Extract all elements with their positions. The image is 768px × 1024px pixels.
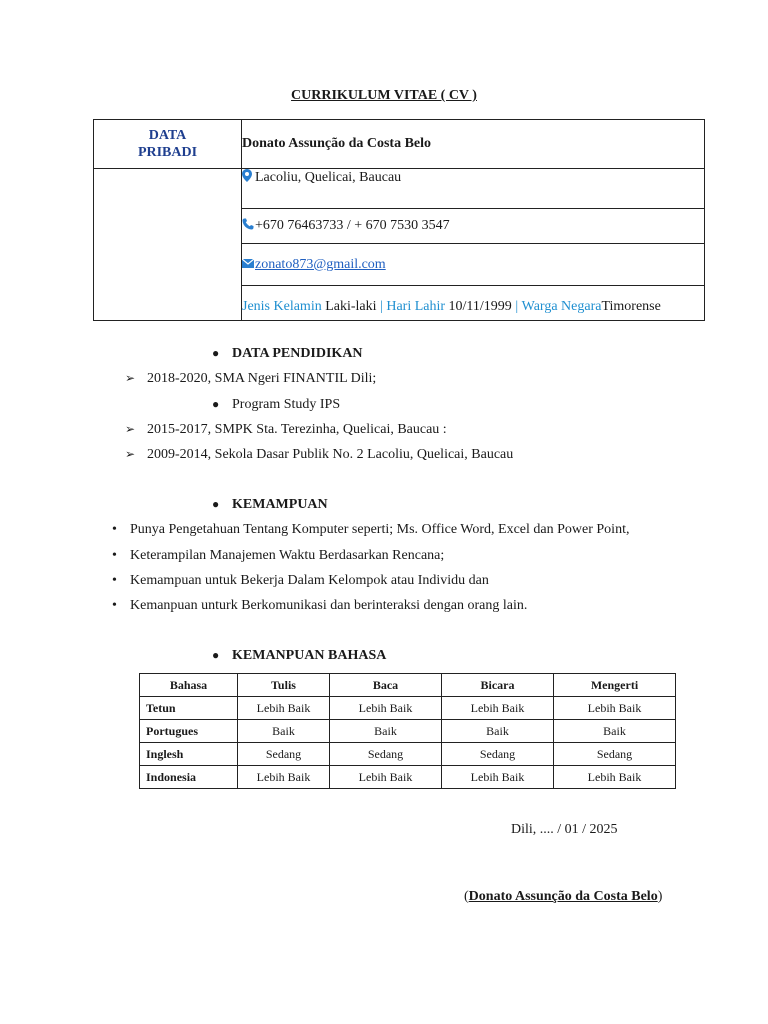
skills-heading: ● KEMAMPUAN [212, 497, 328, 512]
full-name: Donato Assunção da Costa Belo [242, 120, 705, 169]
list-item: ➢ 2015-2017, SMPK Sta. Terezinha, Quelicai, Baucau : [125, 422, 447, 437]
personal-data-label: DATA PRIBADI [137, 128, 198, 160]
table-cell: Baik [238, 720, 330, 743]
column-header: Baca [330, 674, 442, 697]
arrow-bullet-icon: ➢ [125, 371, 136, 385]
table-header-row [140, 674, 676, 697]
arrow-bullet-icon: ➢ [125, 447, 136, 461]
bullet-icon: ● [212, 346, 220, 360]
table-cell: Sedang [442, 743, 554, 766]
table-cell: Sedang [554, 743, 676, 766]
list-item: ➢ 2009-2014, Sekola Dasar Publik No. 2 Lacoliu, Quelicai, Baucau [125, 447, 514, 462]
table-cell: Sedang [238, 743, 330, 766]
empty-label-cell [94, 169, 242, 321]
table-cell: Lebih Baik [442, 697, 554, 720]
table-cell: Lebih Baik [238, 697, 330, 720]
table-cell: Baik [554, 720, 676, 743]
list-item: • Punya Pengetahuan Tentang Komputer seperti; Ms. Office Word, Excel dan Power Point, [112, 522, 630, 537]
personal-data-table [93, 119, 705, 321]
personal-data-label-cell [94, 120, 242, 169]
bullet-icon: ● [212, 497, 220, 511]
signature-date: Dili, .... / 01 / 2025 [511, 822, 618, 837]
table-row [140, 720, 676, 743]
table-cell: Lebih Baik [330, 766, 442, 789]
birth-label: Hari Lahir [386, 299, 446, 314]
column-header: Bicara [442, 674, 554, 697]
address-row [242, 169, 705, 209]
email-link[interactable]: zonato873@gmail.com [255, 256, 386, 272]
table-cell: Portugues [140, 720, 238, 743]
language-table [139, 673, 676, 789]
table-cell: Tetun [140, 697, 238, 720]
list-item: ➢ 2018-2020, SMA Ngeri FINANTIL Dili; [125, 371, 377, 386]
table-cell: Indonesia [140, 766, 238, 789]
signature-block: (Donato Assunção da Costa Belo) [464, 889, 663, 904]
bullet-icon: • [112, 573, 117, 588]
table-row [140, 743, 676, 766]
table-cell: Inglesh [140, 743, 238, 766]
identity-row [242, 286, 705, 321]
phone-icon [242, 218, 254, 234]
table-cell: Baik [330, 720, 442, 743]
table-cell: Lebih Baik [554, 697, 676, 720]
table-cell: Lebih Baik [330, 697, 442, 720]
birth-value: 10/11/1999 [445, 299, 516, 314]
email-row [242, 244, 705, 286]
list-item: • Kemampuan untuk Bekerja Dalam Kelompok atau Individu dan [112, 573, 489, 588]
bullet-icon: ● [212, 397, 220, 411]
list-item: • Kemanpuan unturk Berkomunikasi dan berinteraksi dengan orang lain. [112, 598, 528, 613]
table-cell: Lebih Baik [442, 766, 554, 789]
location-pin-icon [242, 169, 254, 186]
table-cell: Lebih Baik [554, 766, 676, 789]
table-cell: Lebih Baik [238, 766, 330, 789]
envelope-icon [242, 257, 254, 272]
separator: | [380, 299, 387, 314]
address-text: Lacoliu, Quelicai, Baucau [255, 169, 402, 185]
list-item: ● Program Study IPS [212, 397, 341, 412]
arrow-bullet-icon: ➢ [125, 422, 136, 436]
bullet-icon: • [112, 522, 117, 537]
nationality-label: Warga Negara [521, 299, 602, 314]
column-header: Bahasa [140, 674, 238, 697]
table-row [140, 766, 676, 789]
table-cell: Baik [442, 720, 554, 743]
gender-label: Jenis Kelamin [242, 299, 322, 314]
gender-value: Laki-laki [321, 299, 381, 314]
education-heading: ● DATA PENDIDIKAN [212, 346, 363, 361]
languages-heading: ● KEMANPUAN BAHASA [212, 648, 387, 663]
bullet-icon: • [112, 598, 117, 613]
signature-name: Donato Assunção da Costa Belo [468, 889, 658, 904]
phone-row [242, 209, 705, 244]
table-cell: Sedang [330, 743, 442, 766]
separator: | [515, 299, 522, 314]
column-header: Mengerti [554, 674, 676, 697]
list-item: • Keterampilan Manajemen Waktu Berdasarkan Rencana; [112, 548, 445, 563]
table-row [140, 697, 676, 720]
bullet-icon: • [112, 548, 117, 563]
column-header: Tulis [238, 674, 330, 697]
bullet-icon: ● [212, 648, 220, 662]
phone-text: +670 76463733 / + 670 7530 3547 [255, 218, 450, 233]
page-title: CURRIKULUM VITAE ( CV ) [291, 88, 477, 103]
nationality-value: Timorense [601, 299, 661, 314]
